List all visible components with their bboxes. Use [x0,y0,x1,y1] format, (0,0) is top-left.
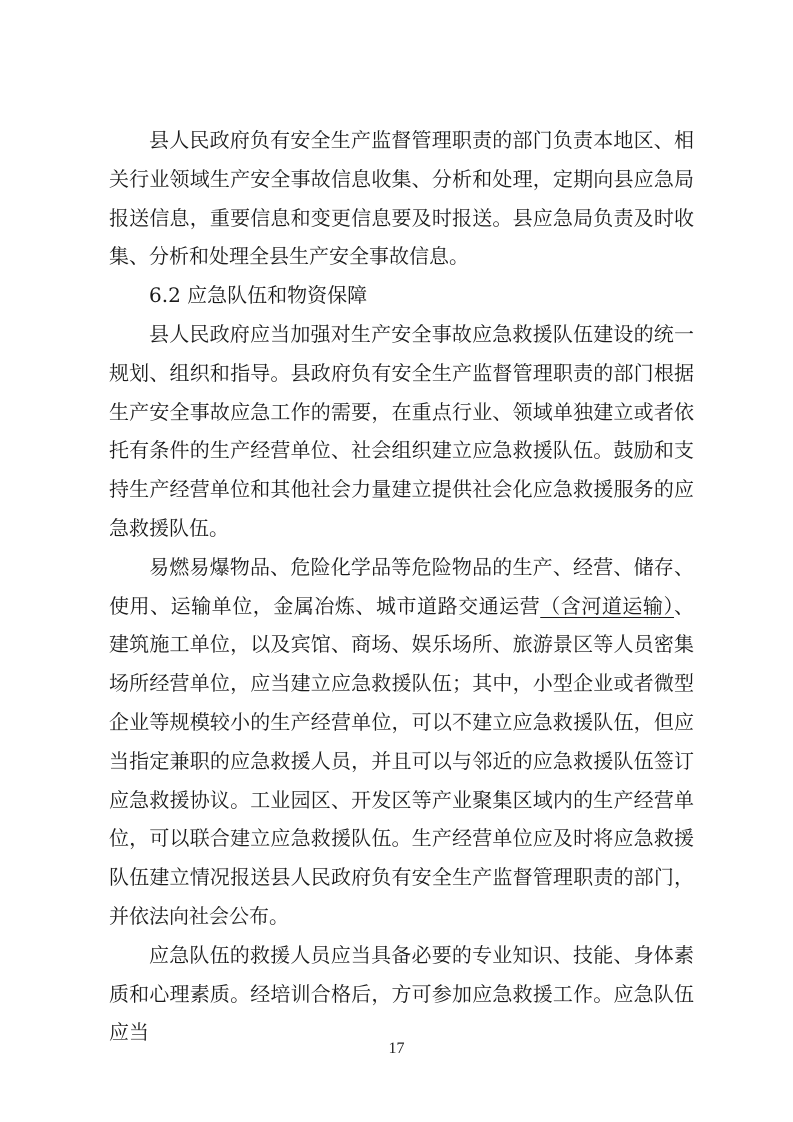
paragraph-team-planning: 县人民政府应当加强对生产安全事故应急救援队伍建设的统一规划、组织和指导。县政府负有安全生产监督管理职责的部门根据生产安全事故应急工作的需要，在重点行业、领域单独建立或者依托有条件的生产经营单位、社会组织建立应急救援队伍。鼓励和支持生产经营单位和其他社会力量建立提供社会化应急救援服务的应急救援队伍。 [109,321,694,540]
section-heading-6-2: 6.2 应急队伍和物资保障 [149,283,368,308]
page-number: 17 [388,1040,405,1057]
underlined-river-transport-note: （含河道运输） [540,593,675,618]
paragraph-team-requirements-part1: 易燃易爆物品、危险化学品等危险物品的生产、经营、储存、使用、运输单位，金属冶炼、城市道路交通运营 [109,554,694,618]
paragraph-team-requirements [109,548,694,936]
paragraph-team-requirements-part2: 、建筑施工单位，以及宾馆、商场、娱乐场所、旅游景区等人员密集场所经营单位，应当建立应急救援队伍；其中，小型企业或者微型企业等规模较小的生产经营单位，可以不建立应急救援队伍，但应当指定兼职的应急救援人员，并且可以与邻近的应急救援队伍签订应急救援协议。工业园区、开发区等产业聚集区域内的生产经营单位，可以联合建立应急救援队伍。生产经营单位应及时将应急救援队伍建立情况报送县人民政府负有安全生产监督管理职责的部门，并依法向社会公布。 [109,593,695,928]
paragraph-info-collection: 县人民政府负有安全生产监督管理职责的部门负责本地区、相关行业领域生产安全事故信息收集、分析和处理，定期向县应急局报送信息，重要信息和变更信息要及时报送。县应急局负责及时收集、分析和处理全县生产安全事故信息。 [109,128,694,269]
paragraph-personnel-qualification: 应急队伍的救援人员应当具备必要的专业知识、技能、身体素质和心理素质。经培训合格后，方可参加应急救援工作。应急队伍应当 [109,942,694,1045]
document-body [109,121,694,1052]
